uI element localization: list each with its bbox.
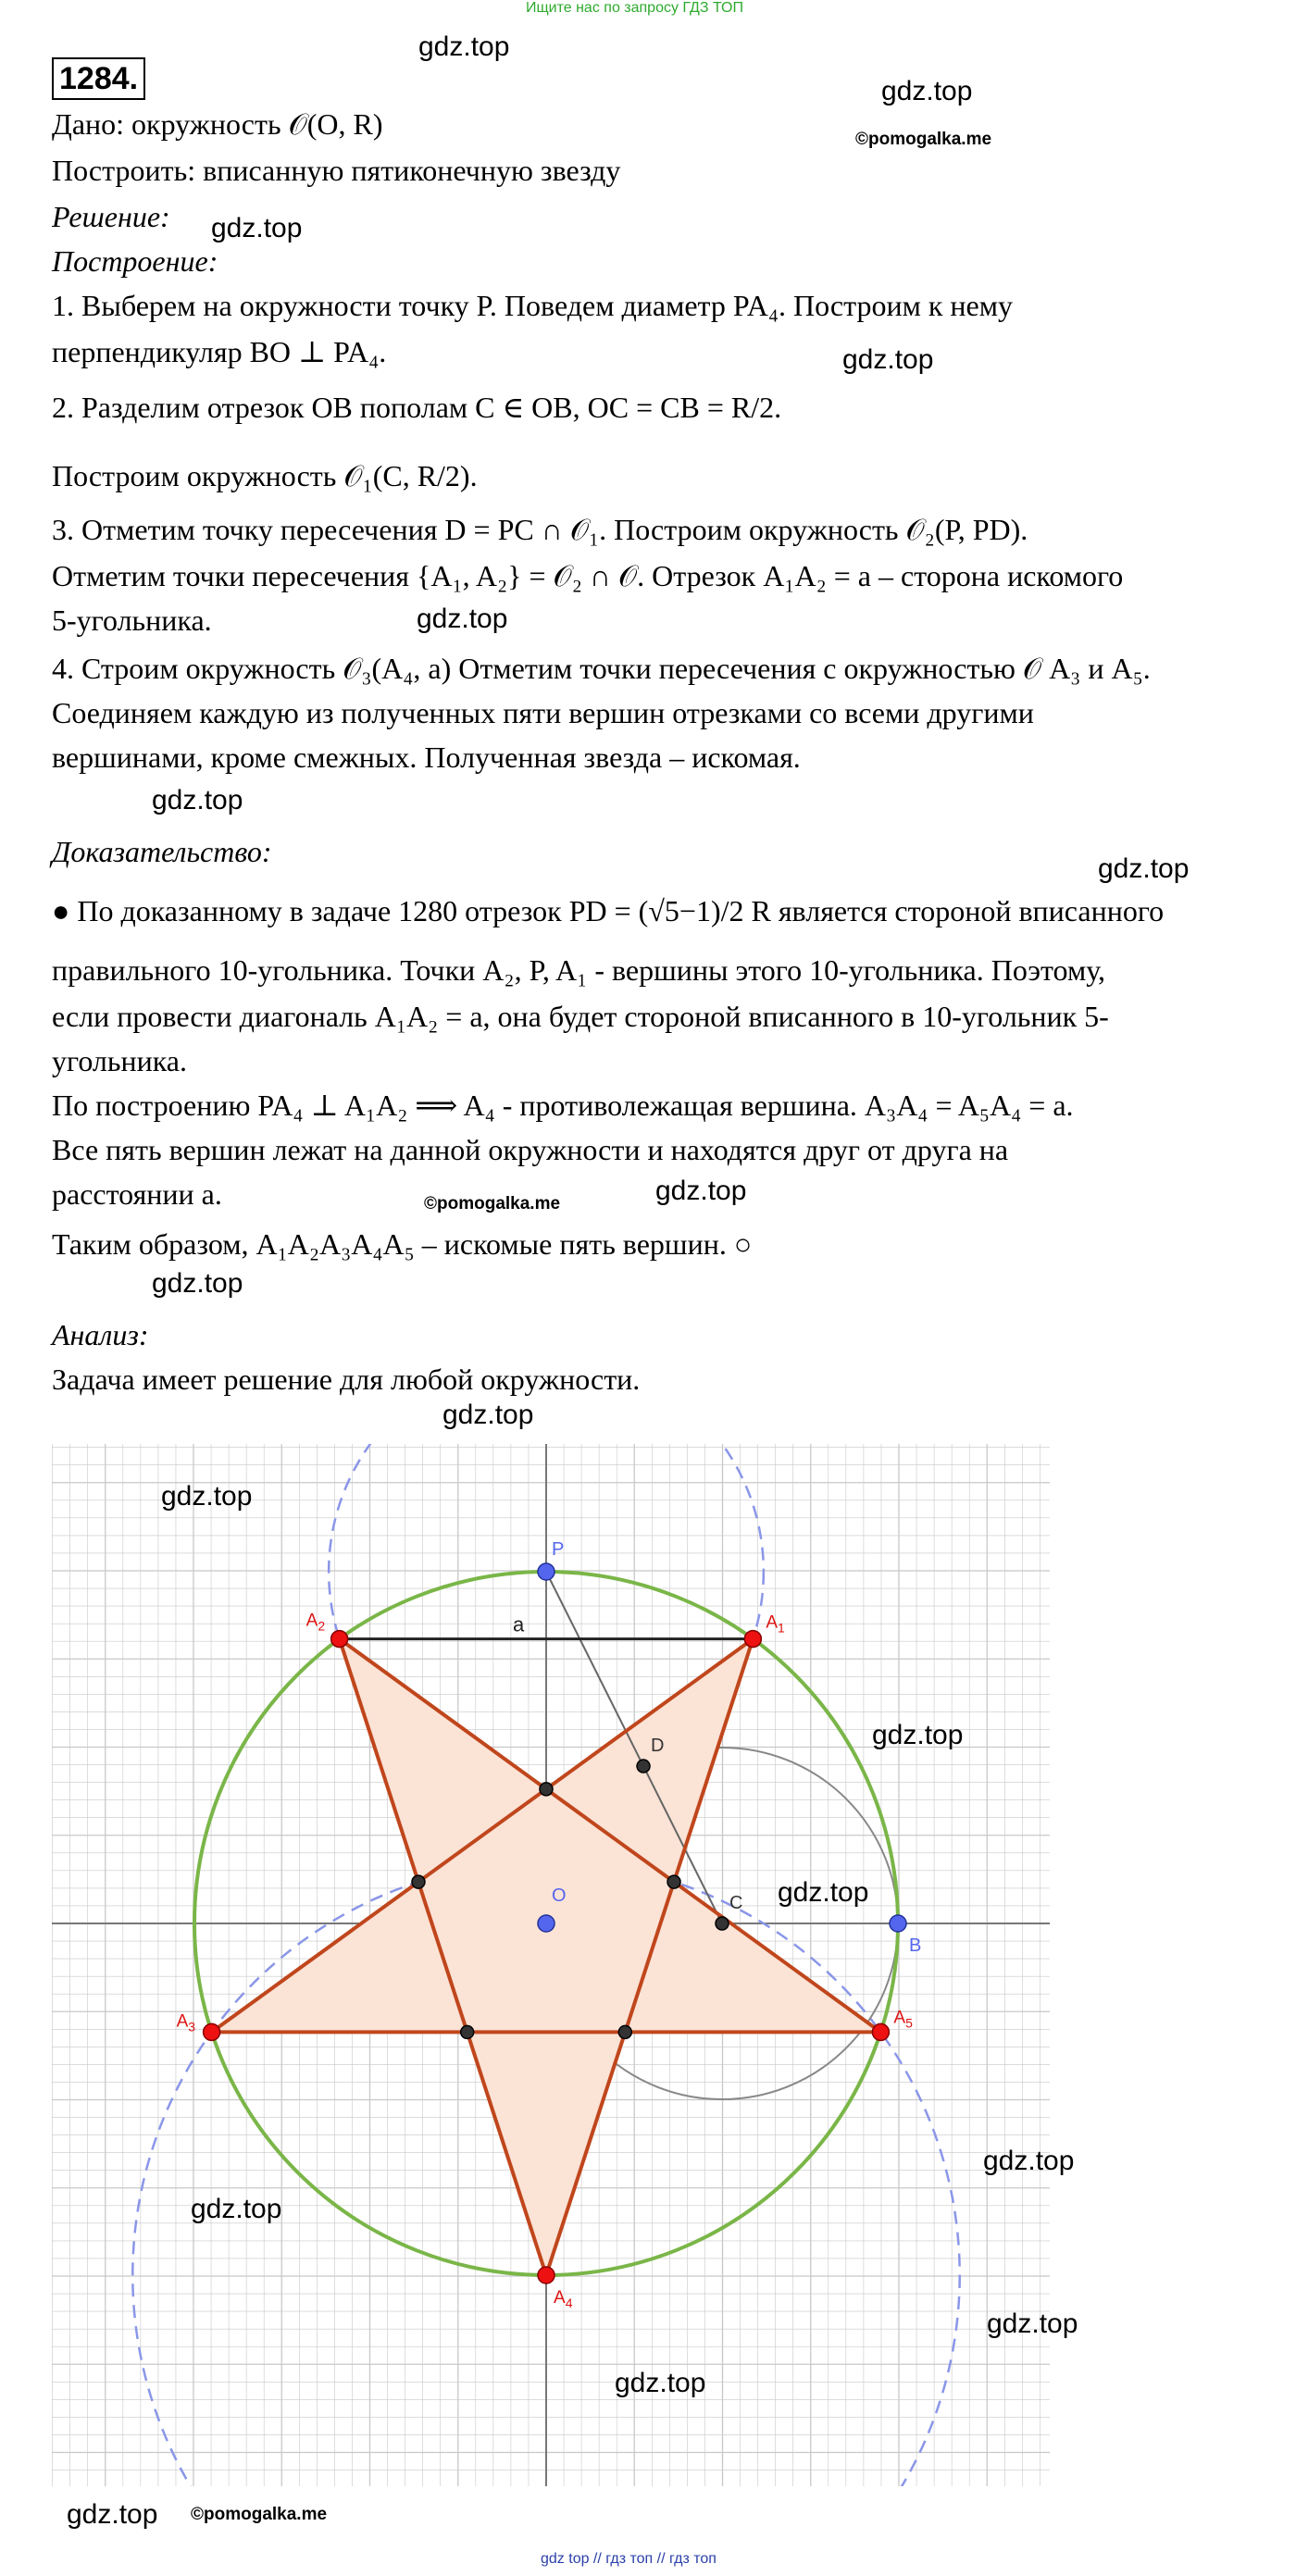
watermark: gdz.top [778,1877,869,1908]
step4-line-b: Соединяем каждую из полученных пяти вершин отрезками со всеми другими [52,696,1034,729]
watermark: gdz.top [872,1720,964,1750]
watermark-pomogalka: ©pomogalka.me [191,2505,328,2524]
construct-line: Построить: вписанную пятиконечную звезду [52,154,621,187]
watermark: gdz.top [1098,853,1190,884]
step1-line-a: 1. Выберем на окружности точку P. Поведем диаметр PA₄. Построим к нему [52,289,1013,322]
watermark: gdz.top [418,31,510,62]
step1-line-b: перпендикуляр BO ⊥ PA₄. [52,335,387,368]
watermark: gdz.top [161,1481,253,1512]
point-p [538,1563,555,1580]
intersection-point [461,2025,474,2038]
proof-line-8: Таким образом, A₁A₂A₃A₄A₅ – искомые пять вершин. ○ [52,1227,753,1261]
intersection-point [618,2025,631,2038]
label-a3: $A_3$ [176,2011,196,2035]
watermark-pomogalka: ©pomogalka.me [855,130,992,149]
step3-line-a: 3. Отметим точку пересечения D = PC ∩ 𝒪₁. Построим окружность 𝒪₂(P, PD). [52,513,1028,546]
point-a1 [744,1631,761,1648]
point-b [890,1915,906,1932]
point-a5 [872,2023,889,2040]
proof-line-2: правильного 10-угольника. Точки A₂, P, A₁ - вершины этого 10-угольника. Поэтому, [52,953,1105,987]
step3-line-c: 5-угольника. [52,604,212,637]
watermark: gdz.top [152,785,243,815]
watermark: gdz.top [152,1268,243,1299]
label-d: D [651,1736,665,1757]
intersection-point [412,1875,425,1888]
label-b: B [909,1935,922,1956]
step3-line-b: Отметим точки пересечения {A₁, A₂} = 𝒪₂ ∩ 𝒪. Отрезок A₁A₂ = a – сторона искомого [52,559,1124,592]
watermark: gdz.top [191,2194,282,2224]
watermark: gdz.top [842,344,934,375]
footer-links[interactable]: gdz top // гдз топ // гдз топ [541,2551,717,2567]
intersection-point [667,1875,680,1888]
watermark: gdz.top [987,2308,1078,2339]
label-a5: $A_5$ [893,2008,913,2031]
label-a: a [513,1612,525,1636]
step4-line-c: вершинами, кроме смежных. Полученная звезда – искомая. [52,740,801,774]
watermark: gdz.top [67,2499,158,2530]
label-p: P [552,1539,565,1560]
given-line: Дано: окружность 𝒪(O, R) [52,107,383,141]
proof-line-7: расстоянии a. [52,1177,222,1211]
label-a4: $A_4$ [554,2288,573,2310]
watermark: gdz.top [655,1176,747,1206]
point-o [538,1915,555,1932]
label-a1: $A_1$ [766,1612,785,1636]
construction-heading: Построение: [52,244,218,278]
proof-line-6: Все пять вершин лежат на данной окружности и находятся друг от друга на [52,1133,1009,1166]
solution-heading: Решение: [52,200,170,233]
proof-line-1: ● По доказанному в задаче 1280 отрезок PD = (√5−1)/2 R является стороной вписанного [52,894,1165,927]
point-a3 [204,2023,220,2040]
intersection-point [540,1783,553,1796]
label-o: O [552,1885,567,1906]
watermark: gdz.top [417,604,508,634]
top-banner[interactable]: Ищите нас по запросу ГДЗ ТОП [526,0,743,16]
point-a2 [331,1631,348,1648]
point-c [716,1917,729,1930]
analysis-heading: Анализ: [52,1318,149,1351]
problem-number: 1284. [52,57,145,100]
watermark-pomogalka: ©pomogalka.me [424,1194,561,1213]
point-d [637,1760,650,1773]
step2-line-a: 2. Разделим отрезок OB пополам C ∈ OB, OC = CB = R/2. [52,391,782,424]
step4-line-a: 4. Строим окружность 𝒪₃(A₄, a) Отметим точки пересечения с окружностью 𝒪 A₃ и A₅. [52,652,1151,685]
watermark: gdz.top [211,213,303,243]
analysis-text: Задача имеет решение для любой окружности. [52,1363,641,1396]
label-c: C [729,1893,743,1913]
point-a4 [538,2267,555,2284]
watermark: gdz.top [881,76,973,106]
proof-line-4: угольника. [52,1044,187,1077]
watermark: gdz.top [615,2368,706,2398]
label-a2: $A_2$ [305,1611,326,1634]
watermark: gdz.top [983,2146,1075,2176]
proof-line-5: По построению PA₄ ⊥ A₁A₂ ⟹ A₄ - противолежащая вершина. A₃A₄ = A₅A₄ = a. [52,1089,1074,1122]
proof-line-3: если провести диагональ A₁A₂ = a, она будет стороной вписанного в 10-угольник 5- [52,1000,1109,1033]
watermark: gdz.top [442,1400,534,1430]
step2-line-b: Построим окружность 𝒪₁(C, R/2). [52,459,478,492]
proof-heading: Доказательство: [52,835,272,868]
